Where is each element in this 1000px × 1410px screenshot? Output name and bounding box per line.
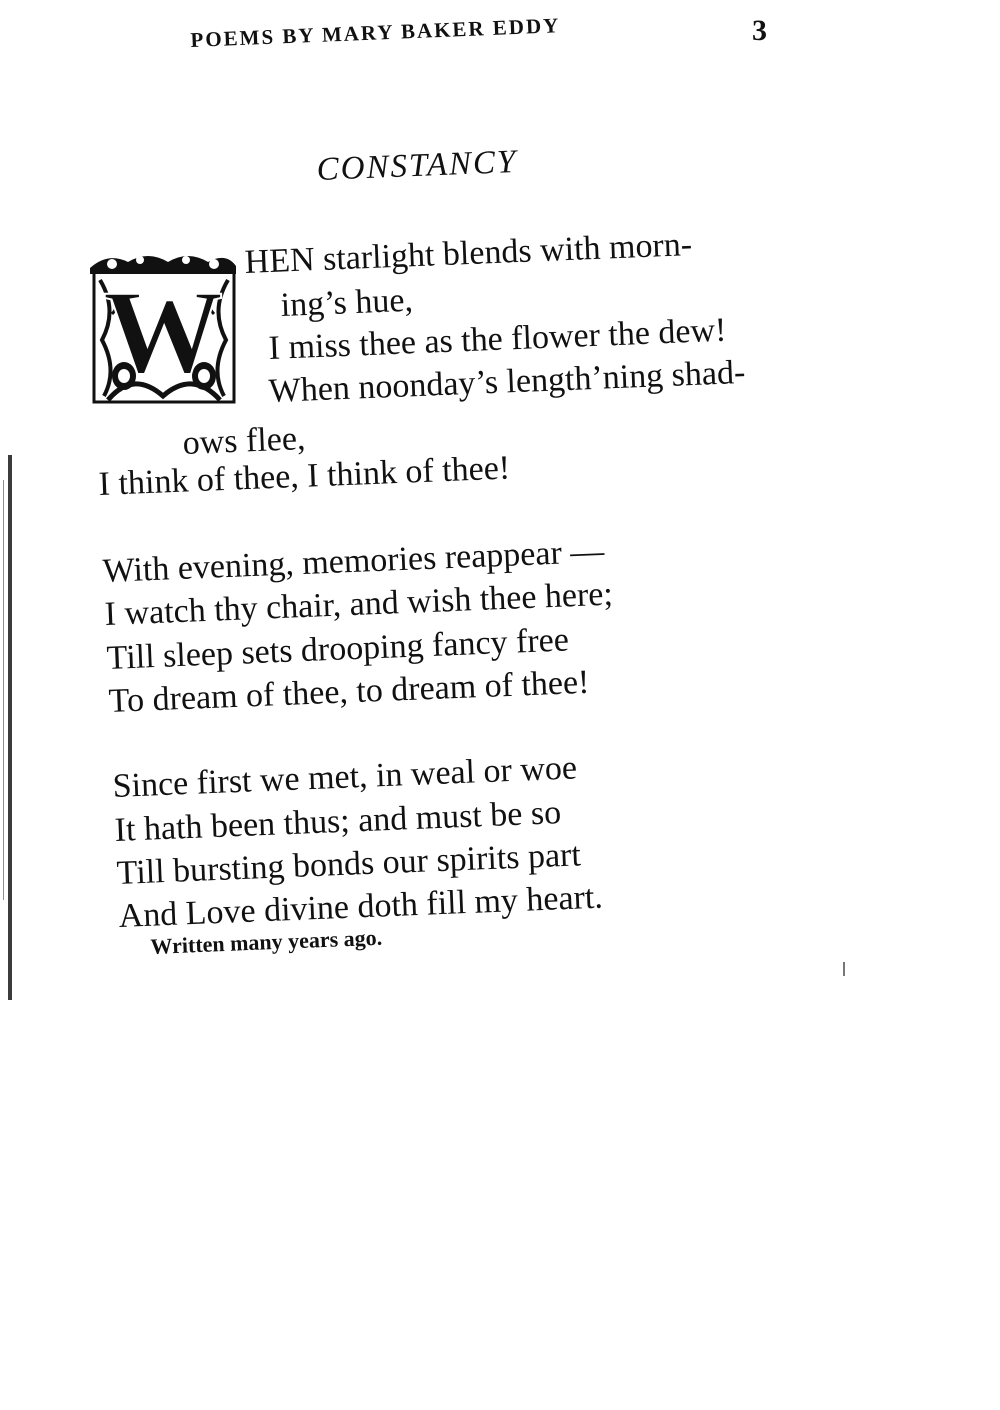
poem-footnote: Written many years ago. xyxy=(150,924,383,959)
ornamental-drop-cap xyxy=(88,250,238,406)
poem-line: To dream of thee, to dream of thee! xyxy=(108,663,591,720)
poem-line: I miss thee as the flower the dew! xyxy=(268,311,728,367)
scan-edge-shadow xyxy=(8,455,12,1000)
drop-cap-letter: W xyxy=(103,265,223,398)
page-number: 3 xyxy=(752,14,767,47)
running-header: POEMS BY MARY BAKER EDDY xyxy=(190,13,561,52)
poem-line: HEN starlight blends with morn- xyxy=(244,226,693,281)
poem-line: ing’s hue, xyxy=(280,281,414,324)
poem-title: CONSTANCY xyxy=(316,143,519,188)
scan-edge-line xyxy=(3,480,4,900)
poem-line: Till sleep sets drooping fancy free xyxy=(106,621,570,677)
poem-line: And Love divine doth fill my heart. xyxy=(118,878,604,935)
poem-line: Since first we met, in weal or woe xyxy=(112,749,578,805)
poem-line: Till bursting bonds our spirits part xyxy=(116,836,582,892)
scan-speck xyxy=(843,962,845,976)
poem-line: When noonday’s length’ning shad- xyxy=(268,353,746,410)
poem-line: ows flee, xyxy=(182,420,307,462)
poem-line: It hath been thus; and must be so xyxy=(114,794,562,849)
poem-line: I think of thee, I think of thee! xyxy=(98,449,511,503)
poem-line: With evening, memories reappear — xyxy=(102,532,605,590)
poem-line: I watch thy chair, and wish thee here; xyxy=(104,575,614,633)
